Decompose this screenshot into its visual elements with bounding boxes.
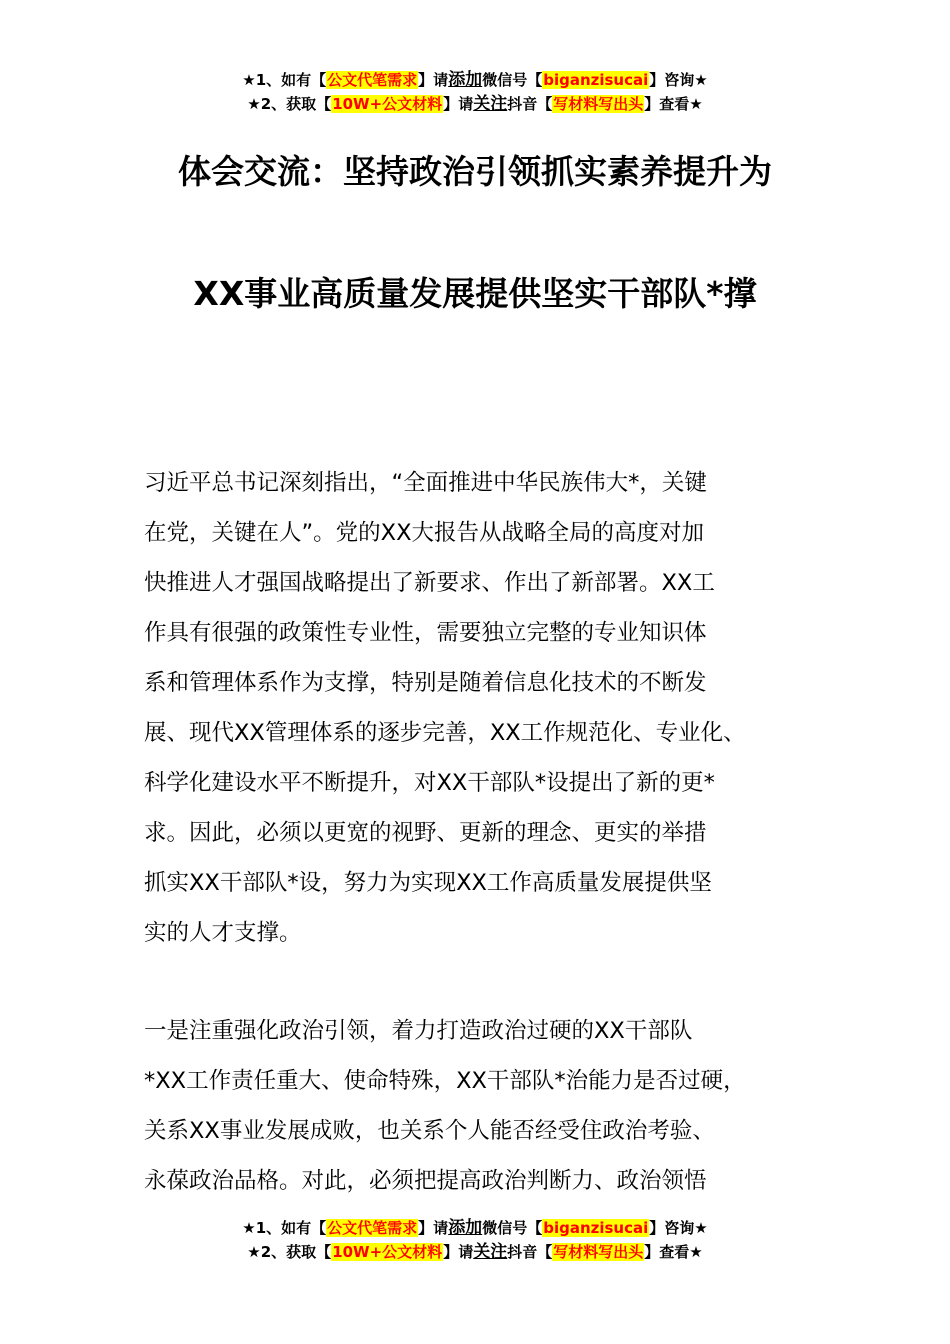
banner-text: ★2、获取【 [247, 1243, 332, 1261]
banner-text: 抖音【 [507, 1243, 553, 1261]
banner-highlight-wechat: biganzisucai [543, 71, 649, 89]
banner-text: ★1、如有【 [242, 1219, 327, 1237]
banner-highlight: 10W+公文材料 [332, 95, 443, 113]
paragraph-line: 实的人才支撑。 [144, 920, 302, 946]
banner-text: 】请 [418, 1219, 449, 1237]
document-title-line-1: 体会交流：坚持政治引领抓实素养提升为 [178, 152, 772, 191]
paragraph-1 [144, 458, 834, 958]
paragraph-line: 科学化建设水平不断提升，对XX干部队*设提出了新的更* [144, 770, 715, 796]
top-banner [0, 68, 950, 116]
banner-text: ★2、获取【 [247, 95, 332, 113]
banner-emphasis: 添加 [448, 1218, 483, 1238]
banner-text: 】请 [418, 71, 449, 89]
banner-highlight-wechat: biganzisucai [543, 1219, 649, 1237]
paragraph-line: 展、现代XX管理体系的逐步完善，XX工作规范化、专业化、 [144, 720, 746, 746]
paragraph-line: 系和管理体系作为支撑，特别是随着信息化技术的不断发 [144, 670, 707, 696]
banner-text: 微信号【 [482, 1219, 543, 1237]
banner-text: 】请 [443, 95, 474, 113]
banner-emphasis: 关注 [473, 1242, 508, 1262]
banner-line-2 [0, 1240, 950, 1264]
paragraph-2 [144, 1006, 834, 1206]
paragraph-line: 求。因此，必须以更宽的视野、更新的理念、更实的举措 [144, 820, 707, 846]
banner-text: 】查看★ [644, 1243, 703, 1261]
paragraph-line: 抓实XX干部队*设，努力为实现XX工作高质量发展提供坚 [144, 870, 712, 896]
paragraph-line: 快推进人才强国战略提出了新要求、作出了新部署。XX工 [144, 570, 715, 596]
banner-highlight: 公文代笔需求 [327, 1219, 418, 1237]
banner-text: 抖音【 [507, 95, 553, 113]
banner-text: 】咨询★ [649, 1219, 708, 1237]
banner-text: 】咨询★ [649, 71, 708, 89]
banner-text: 】查看★ [644, 95, 703, 113]
banner-text: 微信号【 [482, 71, 543, 89]
banner-text: 】请 [443, 1243, 474, 1261]
bottom-banner [0, 1216, 950, 1264]
banner-text: ★1、如有【 [242, 71, 327, 89]
banner-line-1 [0, 68, 950, 92]
banner-line-2 [0, 92, 950, 116]
paragraph-line: 作具有很强的政策性专业性，需要独立完整的专业知识体 [144, 620, 707, 646]
banner-highlight: 公文代笔需求 [327, 71, 418, 89]
paragraph-line: 永葆政治品格。对此，必须把提高政治判断力、政治领悟 [144, 1168, 707, 1194]
paragraph-line: 一是注重强化政治引领，着力打造政治过硬的XX干部队 [144, 1018, 693, 1044]
paragraph-line: 关系XX事业发展成败，也关系个人能否经受住政治考验、 [144, 1118, 715, 1144]
banner-highlight-douyin: 写材料写出头 [553, 95, 644, 113]
paragraph-line: 在党，关键在人”。党的XX大报告从战略全局的高度对加 [144, 520, 704, 546]
document-title-line-2: XX事业高质量发展提供坚实干部队*撑 [193, 274, 757, 313]
banner-highlight-douyin: 写材料写出头 [553, 1243, 644, 1261]
banner-emphasis: 添加 [448, 70, 483, 90]
banner-highlight: 10W+公文材料 [332, 1243, 443, 1261]
paragraph-line: *XX工作责任重大、使命特殊，XX干部队*治能力是否过硬， [144, 1068, 746, 1094]
banner-line-1 [0, 1216, 950, 1240]
banner-emphasis: 关注 [473, 94, 508, 114]
paragraph-line: 习近平总书记深刻指出，“全面推进中华民族伟大*，关键 [144, 470, 707, 496]
